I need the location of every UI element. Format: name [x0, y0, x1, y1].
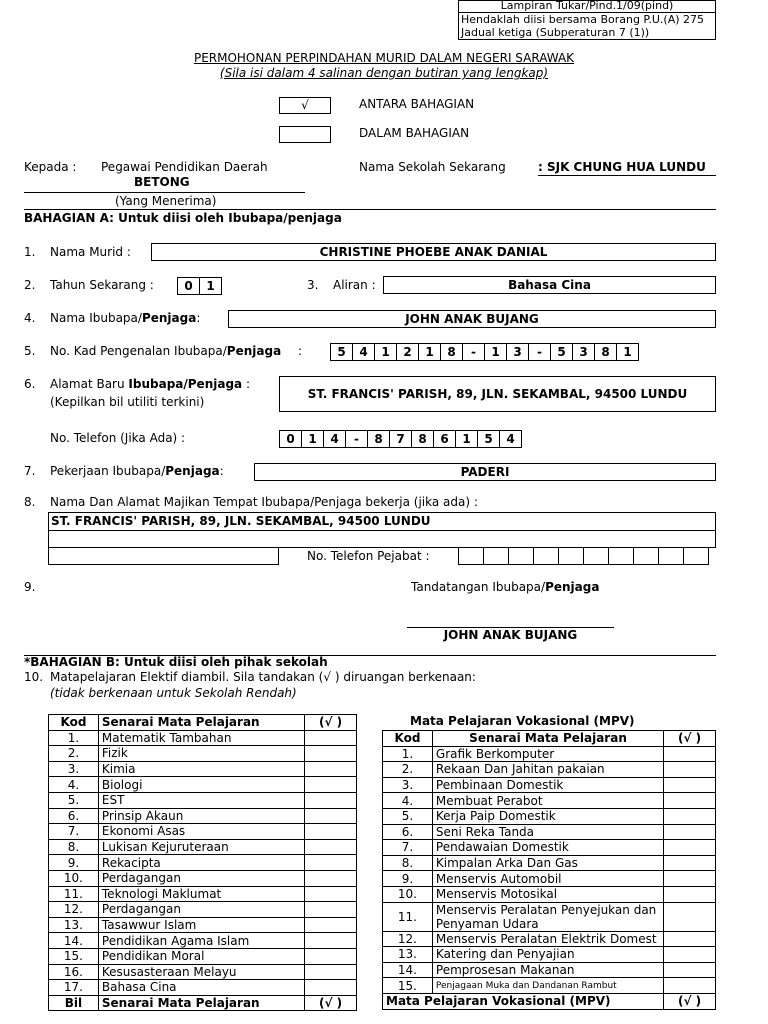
table-row [383, 931, 716, 947]
table-row [49, 746, 357, 762]
telephone-digits[interactable] [279, 430, 521, 448]
employer-address-value: ST. FRANCIS' PARISH, 89, JLN. SEKAMBAL, 94500 LUNDU [51, 514, 431, 528]
subject-code: 9. [383, 871, 433, 887]
q5-label: No. Kad Pengenalan Ibubapa/Penjaga [50, 344, 282, 358]
ic-digit[interactable]: 2 [396, 343, 419, 361]
subject-checkbox[interactable] [664, 931, 716, 947]
office-tel-digit[interactable] [483, 547, 509, 565]
table-row [383, 777, 716, 793]
subject-code: 6. [383, 824, 433, 840]
tel-digit[interactable]: 0 [279, 430, 302, 448]
subject-code: 4. [383, 793, 433, 809]
table-row [383, 808, 716, 824]
telephone-label: No. Telefon (Jika Ada) : [50, 431, 186, 445]
subject-code: 9. [49, 855, 99, 871]
table-row [383, 902, 716, 931]
subject-code: 11. [49, 886, 99, 902]
table-row [383, 840, 716, 856]
subject-code: 15. [49, 948, 99, 964]
q4-number: 4. [24, 311, 36, 325]
subject-code: 8. [49, 839, 99, 855]
year-digits[interactable] [177, 277, 221, 295]
tel-digit[interactable]: 1 [455, 430, 478, 448]
office-tel-digit[interactable] [533, 547, 559, 565]
subject-code: 1. [383, 746, 433, 762]
subject-name: Teknologi Maklumat [98, 886, 304, 902]
table-row [383, 746, 716, 762]
q7-label: Pekerjaan Ibubapa/Penjaga: [50, 464, 224, 478]
subject-checkbox[interactable] [305, 839, 357, 855]
q9-number: 9. [24, 580, 36, 594]
office-tel-digit[interactable] [633, 547, 659, 565]
ic-digit[interactable]: 5 [330, 343, 353, 361]
subject-checkbox[interactable] [305, 870, 357, 886]
q7-number: 7. [24, 464, 36, 478]
subject-name: Pendawaian Domestik [432, 840, 663, 856]
column-header: Kod [383, 731, 433, 747]
tel-digit[interactable]: 1 [301, 430, 324, 448]
subject-checkbox[interactable] [305, 980, 357, 996]
subject-code: 10. [383, 886, 433, 902]
tel-digit[interactable]: 7 [389, 430, 412, 448]
subject-checkbox[interactable] [664, 978, 716, 994]
tel-digit[interactable]: 6 [433, 430, 456, 448]
footer-cell: Senarai Mata Pelajaran [98, 995, 304, 1011]
q4-label: Nama Ibubapa/Penjaga: [50, 311, 201, 325]
dalam-checkbox[interactable] [279, 126, 331, 143]
subject-code: 13. [383, 947, 433, 963]
tel-digit[interactable]: 8 [367, 430, 390, 448]
subject-checkbox[interactable] [664, 808, 716, 824]
table-row [383, 947, 716, 963]
subject-name: Penjagaan Muka dan Dandanan Rambut [432, 978, 663, 994]
footer-cell: Mata Pelajaran Vokasional (MPV) [383, 993, 664, 1009]
table-row [49, 980, 357, 996]
kepada-label: Kepada : [24, 160, 77, 174]
subject-name: Bahasa Cina [98, 980, 304, 996]
table-row [49, 777, 357, 793]
subject-name: Pendidikan Moral [98, 948, 304, 964]
footer-cell: Bil [49, 995, 99, 1011]
table-row [49, 886, 357, 902]
subject-code: 3. [49, 761, 99, 777]
ic-digit[interactable]: 1 [418, 343, 441, 361]
table-row [49, 855, 357, 871]
student-name-field[interactable]: CHRISTINE PHOEBE ANAK DANIAL [151, 243, 716, 261]
subject-code: 4. [49, 777, 99, 793]
subject-checkbox[interactable] [305, 824, 357, 840]
kepada-district: BETONG [134, 175, 190, 189]
subject-code: 10. [49, 870, 99, 886]
subject-name: Membuat Perabot [432, 793, 663, 809]
vocational-subjects-table [382, 730, 716, 1010]
table-row [49, 964, 357, 980]
page-subtitle: (Sila isi dalam 4 salinan dengan butiran yang lengkap) [219, 66, 549, 80]
table-row [49, 948, 357, 964]
subject-name: Pembinaan Domestik [432, 777, 663, 793]
current-school-value: : SJK CHUNG HUA LUNDU [538, 160, 706, 174]
q6-number: 6. [24, 377, 36, 391]
ic-number-digits[interactable] [330, 343, 638, 361]
subject-name: Grafik Berkomputer [432, 746, 663, 762]
subject-name: Perdagangan [98, 902, 304, 918]
ic-digit[interactable]: - [462, 343, 485, 361]
subject-code: 5. [383, 808, 433, 824]
subject-name: Pemprosesan Makanan [432, 962, 663, 978]
subject-checkbox[interactable] [664, 871, 716, 887]
new-address-field[interactable]: ST. FRANCIS' PARISH, 89, JLN. SEKAMBAL, 94500 LUNDU [279, 376, 716, 412]
q6-note: (Kepilkan bil utiliti terkini) [50, 395, 205, 409]
column-header: (√ ) [664, 731, 716, 747]
ic-digit[interactable]: - [528, 343, 551, 361]
office-tel-digit[interactable] [508, 547, 534, 565]
q5-number: 5. [24, 344, 36, 358]
subject-code: 11. [383, 902, 433, 931]
table-row [383, 793, 716, 809]
vocational-table-title: Mata Pelajaran Vokasional (MPV) [410, 714, 635, 728]
ic-digit[interactable]: 5 [550, 343, 573, 361]
office-tel-digit[interactable] [583, 547, 609, 565]
table-row [49, 839, 357, 855]
subject-checkbox[interactable] [664, 962, 716, 978]
reference-box [458, 0, 716, 40]
subject-checkbox[interactable] [305, 948, 357, 964]
subject-name: Ekonomi Asas [98, 824, 304, 840]
table-row [49, 917, 357, 933]
subject-checkbox[interactable] [305, 730, 357, 746]
tel-digit[interactable]: 4 [323, 430, 346, 448]
stream-field[interactable]: Bahasa Cina [383, 276, 716, 294]
subject-checkbox[interactable] [305, 902, 357, 918]
tel-digit[interactable]: 8 [411, 430, 434, 448]
subject-name: Menservis Motosikal [432, 886, 663, 902]
subject-name: EST [98, 792, 304, 808]
current-school-label: Nama Sekolah Sekarang [359, 160, 506, 174]
subject-checkbox[interactable] [305, 933, 357, 949]
subject-code: 2. [49, 746, 99, 762]
office-tel-digit[interactable] [683, 547, 709, 565]
subject-code: 6. [49, 808, 99, 824]
subject-checkbox[interactable] [305, 777, 357, 793]
table-header-row [49, 715, 357, 731]
table-row [49, 870, 357, 886]
subject-name: Pendidikan Agama Islam [98, 933, 304, 949]
subject-checkbox[interactable] [305, 886, 357, 902]
subject-checkbox[interactable] [305, 746, 357, 762]
subject-code: 1. [49, 730, 99, 746]
table-row [383, 855, 716, 871]
subject-code: 3. [383, 777, 433, 793]
subject-code: 13. [49, 917, 99, 933]
subject-name: Kerja Paip Domestik [432, 808, 663, 824]
table-row [49, 933, 357, 949]
table-row [383, 978, 716, 994]
subject-code: 14. [49, 933, 99, 949]
office-tel-digit[interactable] [558, 547, 584, 565]
subject-code: 7. [49, 824, 99, 840]
subject-name: Menservis Peralatan Elektrik Domest [432, 931, 663, 947]
subject-code: 12. [383, 931, 433, 947]
subject-name: Kimia [98, 761, 304, 777]
dalam-label: DALAM BAHAGIAN [359, 126, 470, 140]
q10-note: (tidak berkenaan untuk Sekolah Rendah) [50, 686, 297, 700]
year-digit[interactable]: 0 [177, 277, 200, 295]
kepada-receiver: (Yang Menerima) [115, 194, 217, 208]
signature-label: Tandatangan Ibubapa/Penjaga [411, 580, 600, 594]
table-row [49, 808, 357, 824]
table-row [383, 762, 716, 778]
footer-cell: (√ ) [664, 993, 716, 1009]
table-row [49, 824, 357, 840]
table-header-row [383, 731, 716, 747]
page-title: PERMOHONAN PERPINDAHAN MURID DALAM NEGERI SARAWAK [193, 51, 575, 65]
table-footer-row [49, 995, 357, 1011]
table-row [383, 871, 716, 887]
ic-digit[interactable]: 1 [374, 343, 397, 361]
subject-checkbox[interactable] [305, 761, 357, 777]
antara-checkmark: √ [301, 98, 309, 112]
subject-checkbox[interactable] [305, 917, 357, 933]
subject-name: Fizik [98, 746, 304, 762]
subject-name: Lukisan Kejuruteraan [98, 839, 304, 855]
ic-digit[interactable]: 8 [594, 343, 617, 361]
subject-code: 8. [383, 855, 433, 871]
subject-checkbox[interactable] [664, 824, 716, 840]
subject-checkbox[interactable] [664, 886, 716, 902]
subject-checkbox[interactable] [664, 746, 716, 762]
year-digit[interactable]: 1 [199, 277, 222, 295]
subject-code: 12. [49, 902, 99, 918]
subject-checkbox[interactable] [305, 792, 357, 808]
q2-label: Tahun Sekarang : [50, 278, 154, 292]
column-header: Kod [49, 715, 99, 731]
subject-checkbox[interactable] [305, 964, 357, 980]
subject-code: 17. [49, 980, 99, 996]
office-tel-digit[interactable] [658, 547, 684, 565]
subject-code: 15. [383, 978, 433, 994]
subject-code: 16. [49, 964, 99, 980]
parent-name-field[interactable]: JOHN ANAK BUJANG [228, 310, 716, 328]
table-row [383, 824, 716, 840]
office-tel-digit[interactable] [458, 547, 484, 565]
subject-name: Prinsip Akaun [98, 808, 304, 824]
subject-checkbox[interactable] [664, 777, 716, 793]
subject-name: Tasawwur Islam [98, 917, 304, 933]
q1-label: Nama Murid : [50, 245, 131, 259]
q5-colon: : [298, 344, 303, 358]
ic-digit[interactable]: 3 [506, 343, 529, 361]
column-header: (√ ) [305, 715, 357, 731]
occupation-field[interactable]: PADERI [254, 463, 716, 481]
subject-code: 2. [383, 762, 433, 778]
subject-name: Biologi [98, 777, 304, 793]
ic-digit[interactable]: 3 [572, 343, 595, 361]
q10-number: 10. [24, 670, 44, 684]
office-tel-digits[interactable] [458, 547, 708, 565]
subject-name: Kimpalan Arka Dan Gas [432, 855, 663, 871]
table-footer-row [383, 993, 716, 1009]
q8-label: Nama Dan Alamat Majikan Tempat Ibubapa/Penjaga bekerja (jika ada) : [50, 495, 478, 509]
form-note-line1: Hendaklah diisi bersama Borang P.U.(A) 275 [461, 13, 704, 26]
subject-code: 14. [383, 962, 433, 978]
table-row [49, 902, 357, 918]
column-header: Senarai Mata Pelajaran [432, 731, 663, 747]
ic-digit[interactable]: 1 [616, 343, 639, 361]
subject-name: Menservis Automobil [432, 871, 663, 887]
table-row [49, 761, 357, 777]
q8-number: 8. [24, 495, 36, 509]
office-tel-digit[interactable] [608, 547, 634, 565]
employer-address-line3[interactable] [48, 547, 279, 565]
form-reference: Lampiran Tukar/Pind.1/09(pind) [500, 0, 674, 12]
q3-number: 3. [307, 278, 319, 292]
tel-digit[interactable]: 5 [477, 430, 500, 448]
subject-code: 5. [49, 792, 99, 808]
q10-text: Matapelajaran Elektif diambil. Sila tandakan (√ ) diruangan berkenaan: [50, 670, 476, 684]
elective-subjects-table [48, 714, 357, 1011]
subject-name: Seni Reka Tanda [432, 824, 663, 840]
q6-label: Alamat Baru Ibubapa/Penjaga : [50, 377, 250, 391]
subject-name: Perdagangan [98, 870, 304, 886]
subject-name: Rekaan Dan Jahitan pakaian [432, 762, 663, 778]
subject-checkbox[interactable] [664, 793, 716, 809]
ic-digit[interactable]: 1 [484, 343, 507, 361]
column-header: Senarai Mata Pelajaran [98, 715, 304, 731]
table-row [49, 792, 357, 808]
footer-cell: (√ ) [305, 995, 357, 1011]
tel-digit[interactable]: - [345, 430, 368, 448]
subject-checkbox[interactable] [664, 840, 716, 856]
subject-checkbox[interactable] [305, 855, 357, 871]
subject-checkbox[interactable] [305, 808, 357, 824]
subject-checkbox[interactable] [664, 947, 716, 963]
employer-address-box[interactable] [48, 512, 716, 548]
ic-digit[interactable]: 4 [352, 343, 375, 361]
subject-checkbox[interactable] [664, 855, 716, 871]
table-row [383, 886, 716, 902]
table-row [383, 962, 716, 978]
tel-digit[interactable]: 4 [499, 430, 522, 448]
subject-checkbox[interactable] [664, 762, 716, 778]
subject-name: Menservis Peralatan Penyejukan dan Penyaman Udara [432, 902, 663, 931]
ic-digit[interactable]: 8 [440, 343, 463, 361]
q3-label: Aliran : [333, 278, 376, 292]
antara-label: ANTARA BAHAGIAN [359, 97, 475, 111]
subject-checkbox[interactable] [664, 902, 716, 931]
kepada-officer: Pegawai Pendidikan Daerah [101, 160, 268, 174]
subject-name: Katering dan Penyajian [432, 947, 663, 963]
subject-name: Kesusasteraan Melayu [98, 964, 304, 980]
q1-number: 1. [24, 245, 36, 259]
section-b-title: *BAHAGIAN B: Untuk diisi oleh pihak sekolah [24, 655, 328, 669]
table-row [49, 730, 357, 746]
q2-number: 2. [24, 278, 36, 292]
office-tel-label: No. Telefon Pejabat : [307, 549, 430, 563]
subject-name: Rekacipta [98, 855, 304, 871]
subject-name: Matematik Tambahan [98, 730, 304, 746]
section-a-title: BAHAGIAN A: Untuk diisi oleh Ibubapa/penjaga [24, 211, 342, 225]
subject-code: 7. [383, 840, 433, 856]
signature-name: JOHN ANAK BUJANG [443, 628, 578, 642]
form-note-line2: Jadual ketiga (Subperaturan 7 (1)) [461, 26, 650, 39]
antara-checkbox[interactable] [279, 97, 331, 114]
